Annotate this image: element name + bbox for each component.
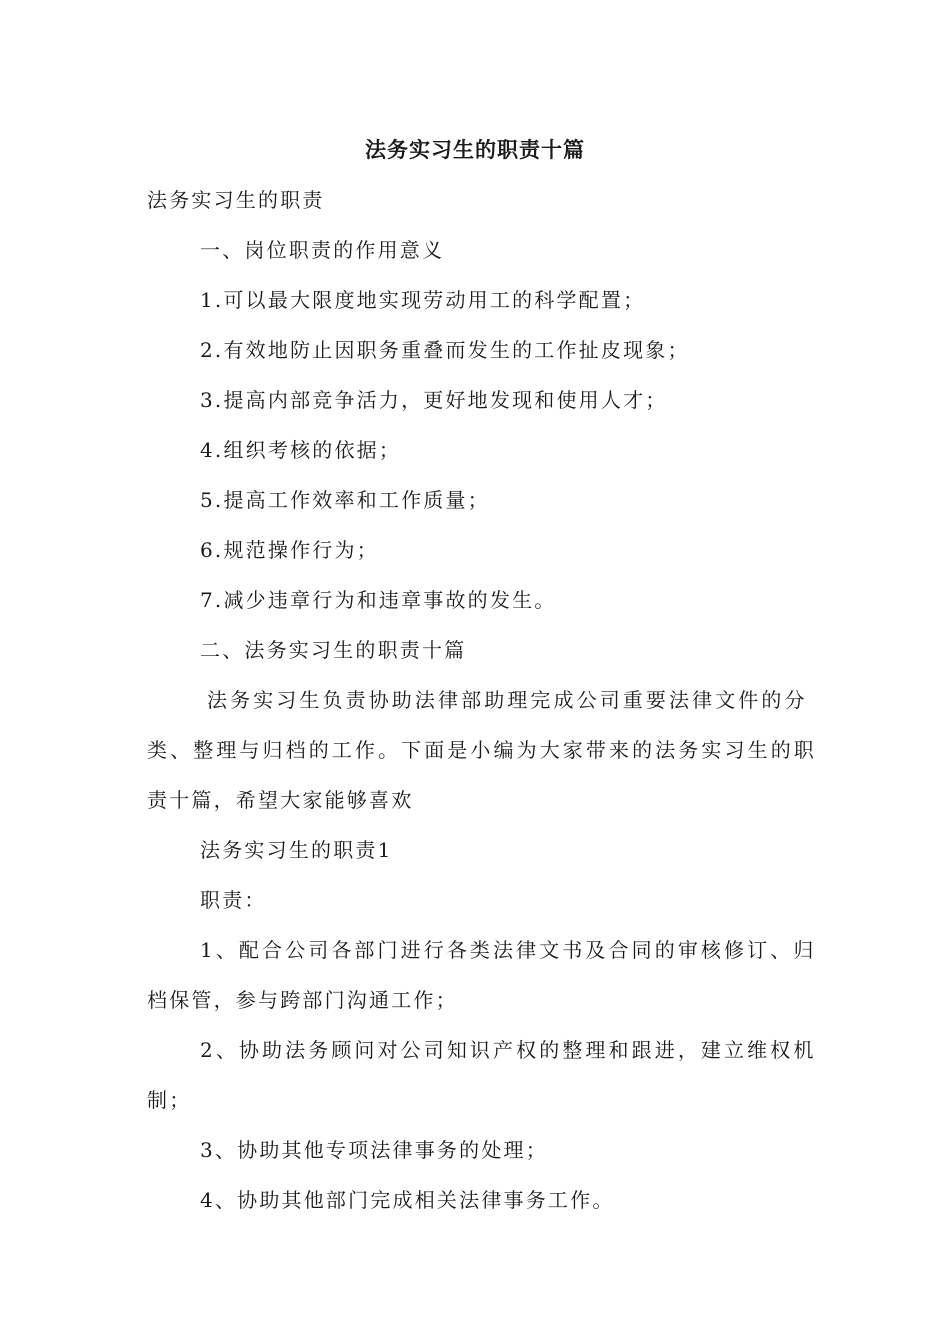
duty-item-line: 3、协助其他专项法律事务的处理； <box>200 1138 548 1162</box>
duty-item-line: 档保管，参与跨部门沟通工作； <box>147 988 458 1012</box>
document-title: 法务实习生的职责十篇 <box>365 138 585 162</box>
duties-label: 职责： <box>200 888 267 912</box>
list-item: 3.提高内部竞争活力，更好地发现和使用人才； <box>200 388 668 412</box>
duty-item-line: 2、协助法务顾问对公司知识产权的整理和跟进，建立维权机 <box>200 1038 817 1062</box>
intro-line: 法务实习生负责协助法律部助理完成公司重要法律文件的分 <box>207 688 808 712</box>
sub-heading: 法务实习生的职责1 <box>200 838 393 862</box>
duty-item-line: 制； <box>147 1088 192 1112</box>
list-item: 6.规范操作行为； <box>200 538 379 562</box>
list-item: 2.有效地防止因职务重叠而发生的工作扯皮现象； <box>200 338 690 362</box>
intro-line: 责十篇，希望大家能够喜欢 <box>147 788 414 812</box>
list-item: 7.减少违章行为和违章事故的发生。 <box>200 588 557 612</box>
section-heading-2: 二、法务实习生的职责十篇 <box>200 638 467 662</box>
intro-line: 类、整理与归档的工作。下面是小编为大家带来的法务实习生的职 <box>147 738 817 762</box>
duty-item-line: 4、协助其他部门完成相关法律事务工作。 <box>200 1188 615 1212</box>
list-item: 4.组织考核的依据； <box>200 438 402 462</box>
list-item: 1.可以最大限度地实现劳动用工的科学配置； <box>200 288 646 312</box>
duty-item-line: 1、配合公司各部门进行各类法律文书及合同的审核修订、归 <box>200 938 817 962</box>
list-item: 5.提高工作效率和工作质量； <box>200 488 490 512</box>
section-heading-1: 一、岗位职责的作用意义 <box>200 238 445 262</box>
document-heading: 法务实习生的职责 <box>147 188 325 212</box>
